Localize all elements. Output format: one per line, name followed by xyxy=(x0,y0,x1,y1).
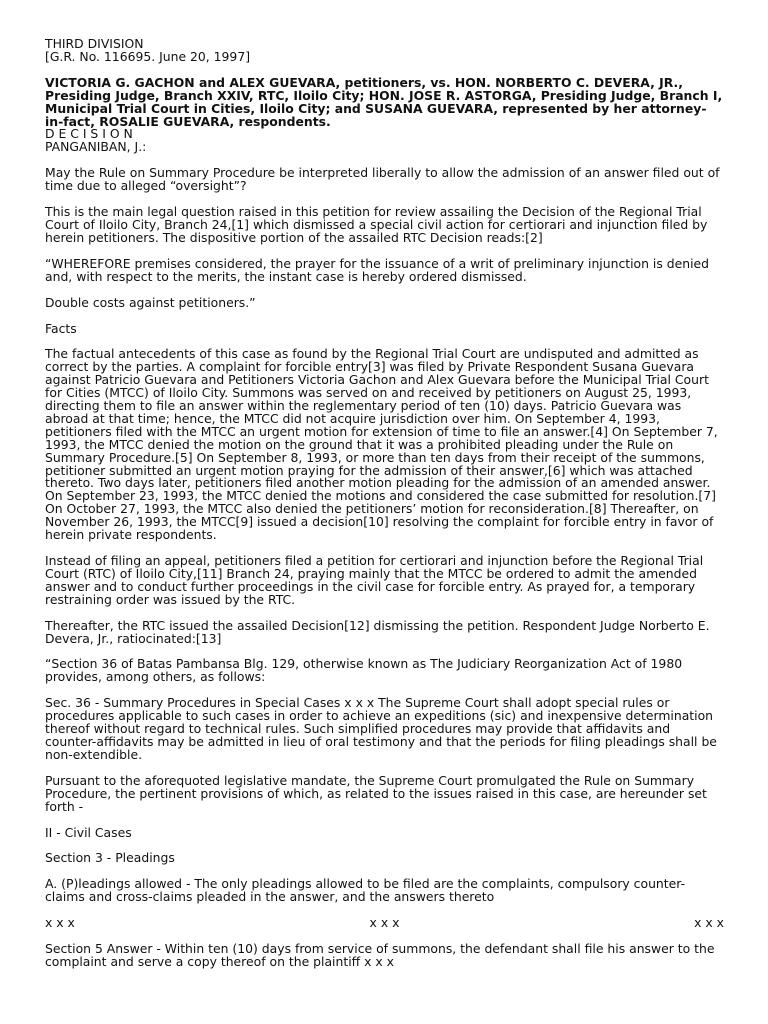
paragraph: Sec. 36 - Summary Procedures in Special Cases x x x The Supreme Court shall adopt special rules or procedures applicable to such cases in order to achieve an expeditions (sic) and inexpensive determination thereof without regard to technical rules. Such simplified procedures may provide that affidavits and counter-affidavits may be admitted in lieu of oral testimony and that the periods for filing pleadings shall be non-extendible. xyxy=(45,695,717,762)
paragraph: Pursuant to the aforequoted legislative mandate, the Supreme Court promulgated the Rule on Summary Procedure, the pertinent provisions of which, as related to the issues raised in this case, are hereunder set forth - xyxy=(45,772,707,814)
paragraph: “Section 36 of Batas Pambansa Blg. 129, otherwise known as The Judiciary Reorganization Act of 1980 provides, among others, as follows: xyxy=(45,656,683,685)
paragraph: Double costs against petitioners.” xyxy=(45,294,256,310)
omission-mark: x x x xyxy=(694,915,724,931)
paragraph: This is the main legal question raised in this petition for review assailing the Decision of the Regional Trial Court of Iloilo City, Branch 24,[1] which dismissed a special civil action for certiorari and injunction filed by herein petitioners. The dispositive portion of the assailed RTC Decision reads:[2] xyxy=(45,204,708,245)
omission-mark: x x x xyxy=(45,915,75,931)
section-heading-facts: Facts xyxy=(45,320,77,336)
omission-separator xyxy=(45,917,724,930)
case-parties: VICTORIA G. GACHON and ALEX GUEVARA, petitioners, vs. HON. NORBERTO C. DEVERA, JR., Presiding Judge, Branch XXIV, RTC, Iloilo City; HON. JOSE R. ASTORGA, Presiding Judge, Branch I, Municipal Trial Court in Cities, Iloilo City; and SUSANA GUEVARA, represented by her attorney-in-fact, ROSALIE GUEVARA, respondents. xyxy=(45,74,723,129)
paragraph: A. (P)leadings allowed - The only pleadings allowed to be filed are the complaints, compulsory counter-claims and cross-claims pleaded in the answer, and the answers thereto xyxy=(45,876,686,905)
subheading-pleadings: Section 3 - Pleadings xyxy=(45,850,175,866)
paragraph: May the Rule on Summary Procedure be interpreted liberally to allow the admission of an answer filed out of time due to alleged “oversight”? xyxy=(45,165,720,194)
division-heading: THIRD DIVISION xyxy=(45,36,144,51)
case-number: [G.R. No. 116695. June 20, 1997] xyxy=(45,48,251,64)
omission-mark: x x x xyxy=(369,915,400,931)
paragraph: Section 5 Answer - Within ten (10) days from service of summons, the defendant shall file his answer to the complaint and serve a copy thereof on the plaintiff x x x xyxy=(45,941,715,969)
paragraph: The factual antecedents of this case as found by the Regional Trial Court are undisputed and admitted as correct by the parties. A complaint for forcible entry[3] was filed by Private Respondent Susana Guevara against Patricio Guevara and Petitioners Victoria Gachon and Alex Guevara before the Municipal Trial Court for Cities (MTCC) of Iloilo City. Summons was served on and received by petitioners on August 25, 1993, directing them to file an answer within the reglementary period of ten (10) days. Patricio Guevara was abroad at that time; hence, the MTCC did not acquire jurisdiction over him. On September 4, 1993, petitioners filed with the MTCC an urgent motion for extension of time to file an answer.[4] On September 7, 1993, the MTCC denied the motion on the ground that it was a prohibited pleading under the Rule on Summary Procedure.[5] On September 8, 1993, or more than ten days from their receipt of the summons, petitioner submitted an urgent motion praying for the admission of their answer,[6] which was attached thereto. Two days later, petitioners filed another motion pleading for the admission of an amended answer. On September 23, 1993, the MTCC denied the motions and considered the case submitted for resolution.[7] On October 27, 1993, the MTCC also denied the petitioners’ motion for reconsideration.[8] Thereafter, on November 26, 1993, the MTCC[9] issued a decision[10] resolving the complaint for forcible entry in favor of herein private respondents. xyxy=(45,346,718,543)
subheading-civil-cases: II - Civil Cases xyxy=(45,824,132,840)
paragraph: Thereafter, the RTC issued the assailed Decision[12] dismissing the petition. Respondent Judge Norberto E. Devera, Jr., ratiocinated:[13] xyxy=(45,617,710,646)
paragraph: Instead of filing an appeal, petitioners filed a petition for certiorari and injunction before the Regional Trial Court (RTC) of Iloilo City,[11] Branch 24, praying mainly that the MTCC be ordered to admit the amended answer and to conduct further proceedings in the civil case for forcible entry. As prayed for, a temporary restraining order was issued by the RTC. xyxy=(45,553,704,607)
decision-label: D E C I S I O N xyxy=(45,126,133,142)
paragraph: “WHEREFORE premises considered, the prayer for the issuance of a writ of preliminary injunction is denied and, with respect to the merits, the instant case is hereby ordered dismissed. xyxy=(45,255,710,284)
ponente: PANGANIBAN, J.: xyxy=(45,139,147,155)
